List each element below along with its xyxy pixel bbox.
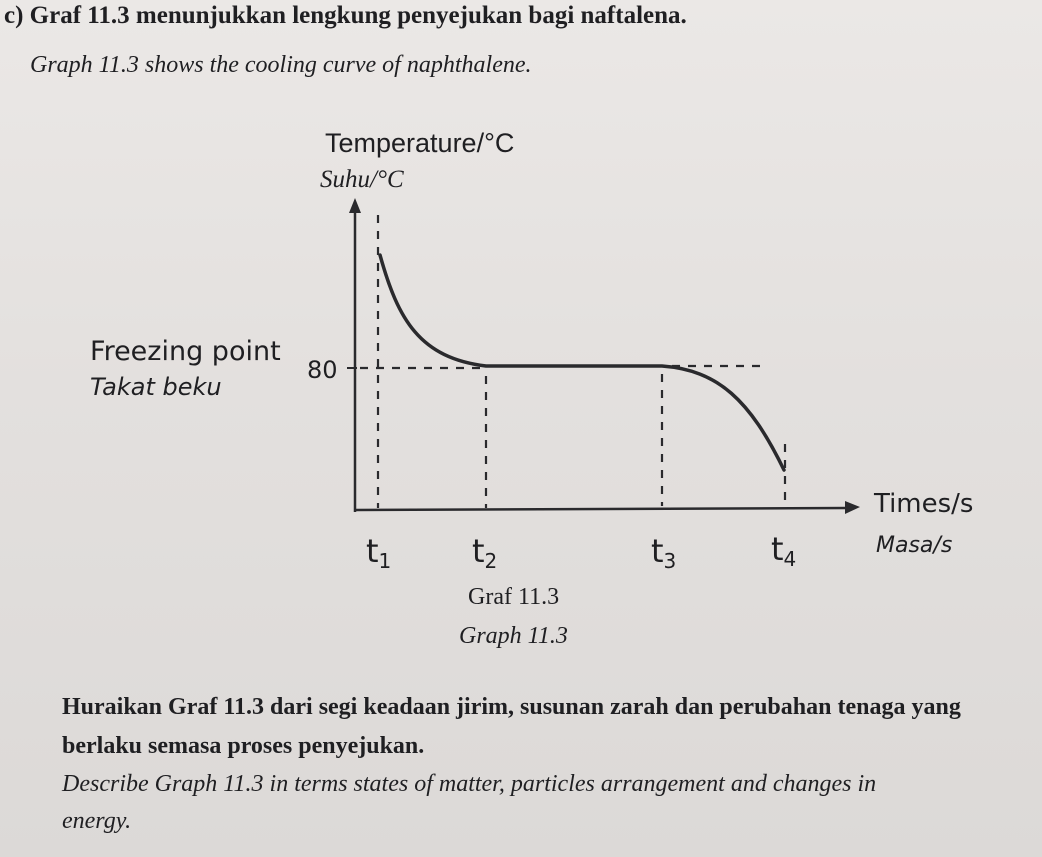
x-tick-t1: t1 bbox=[366, 532, 392, 573]
question-text-english: Graph 11.3 shows the cooling curve of naphthalene. bbox=[30, 52, 532, 78]
instruction-english-line-2: energy. bbox=[62, 808, 132, 834]
x-axis-label-english: Times/s bbox=[874, 489, 974, 519]
instruction-english-line-1: Describe Graph 11.3 in terms states of matter, particles arrangement and changes in bbox=[62, 771, 877, 797]
graph-caption-malay: Graf 11.3 bbox=[468, 584, 560, 610]
cooling-curve bbox=[380, 255, 784, 470]
x-tick-t4: t4 bbox=[771, 530, 797, 571]
graph-caption-english: Graph 11.3 bbox=[459, 623, 568, 649]
y-tick-label-80: 80 bbox=[307, 356, 338, 384]
x-tick-t3: t3 bbox=[651, 532, 677, 573]
y-axis-label-english: Temperature/°C bbox=[325, 128, 515, 158]
x-tick-t2: t2 bbox=[472, 532, 498, 573]
freezing-point-label-english: Freezing point bbox=[90, 336, 281, 367]
question-text-malay: c) Graf 11.3 menunjukkan lengkung penyejukan bagi naftalena. bbox=[4, 2, 687, 29]
x-axis-arrow bbox=[845, 501, 860, 514]
instruction-malay-line-1: Huraikan Graf 11.3 dari segi keadaan jirim, susunan zarah dan perubahan tenaga yang bbox=[62, 694, 961, 720]
instruction-malay-line-2: berlaku semasa proses penyejukan. bbox=[62, 733, 425, 759]
y-axis-arrow bbox=[349, 198, 361, 213]
y-axis-label-malay: Suhu/°C bbox=[320, 166, 404, 193]
freezing-point-label-malay: Takat beku bbox=[90, 373, 222, 401]
x-axis bbox=[355, 508, 848, 510]
x-axis-label-malay: Masa/s bbox=[876, 533, 953, 558]
